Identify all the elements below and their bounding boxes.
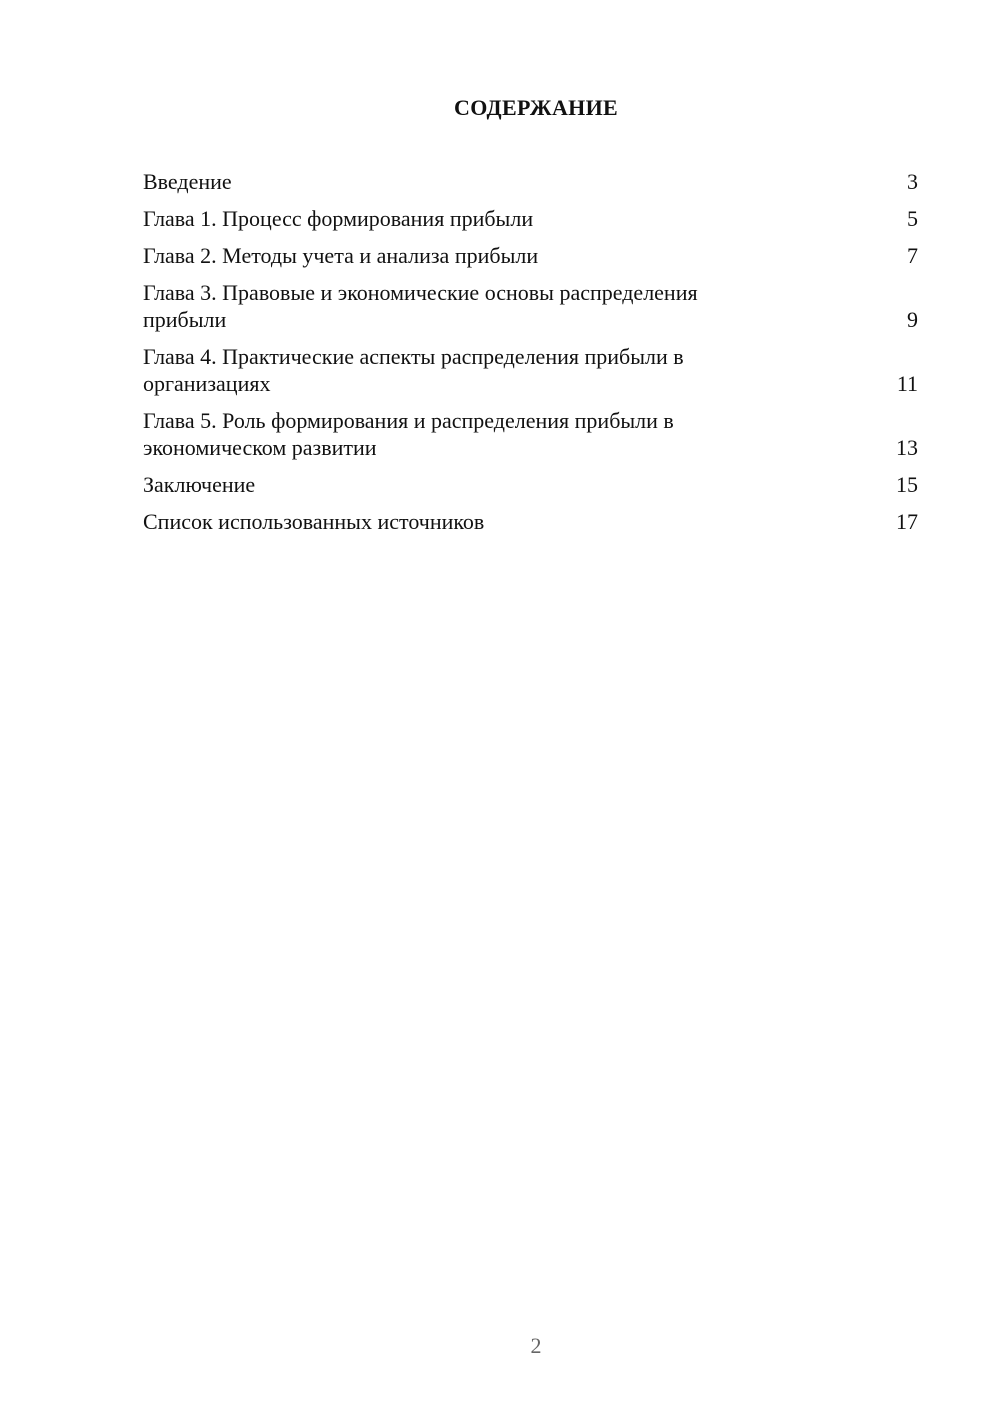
toc-entry-text: Глава 2. Методы учета и анализа прибыли — [143, 243, 539, 268]
toc-entry-text: Глава 1. Процесс формирования прибыли — [143, 206, 534, 231]
toc-entry-chapter-1 — [143, 205, 918, 232]
page-number: 2 — [530, 1333, 542, 1358]
toc-entry-page: 7 — [907, 243, 918, 268]
toc-entry-references — [143, 508, 918, 535]
toc-entry-page: 15 — [896, 472, 918, 497]
toc-entry-text: Глава 5. Роль формирования и распределения прибыли в экономическом развитии — [143, 408, 674, 460]
table-of-contents — [143, 168, 918, 545]
toc-entry-text: Заключение — [143, 472, 256, 497]
toc-entry-chapter-3 — [143, 279, 918, 333]
toc-entry-page: 3 — [907, 169, 918, 194]
toc-entry-text: Список использованных источников — [143, 509, 485, 534]
toc-entry-text: Глава 3. Правовые и экономические основы распределения прибыли — [143, 280, 698, 332]
toc-entry-introduction — [143, 168, 918, 195]
toc-entry-text: Введение — [143, 169, 232, 194]
toc-entry-page: 11 — [896, 371, 918, 396]
toc-title: СОДЕРЖАНИЕ — [454, 95, 618, 120]
toc-entry-text: Глава 4. Практические аспекты распределения прибыли в организациях — [143, 344, 684, 396]
toc-entry-chapter-5 — [143, 407, 918, 461]
toc-entry-chapter-2 — [143, 242, 918, 269]
toc-entry-conclusion — [143, 471, 918, 498]
toc-entry-page: 17 — [896, 509, 918, 534]
toc-entry-page: 9 — [907, 307, 918, 332]
toc-entry-page: 13 — [896, 435, 918, 460]
toc-entry-chapter-4 — [143, 343, 918, 397]
toc-entry-page: 5 — [907, 206, 918, 231]
